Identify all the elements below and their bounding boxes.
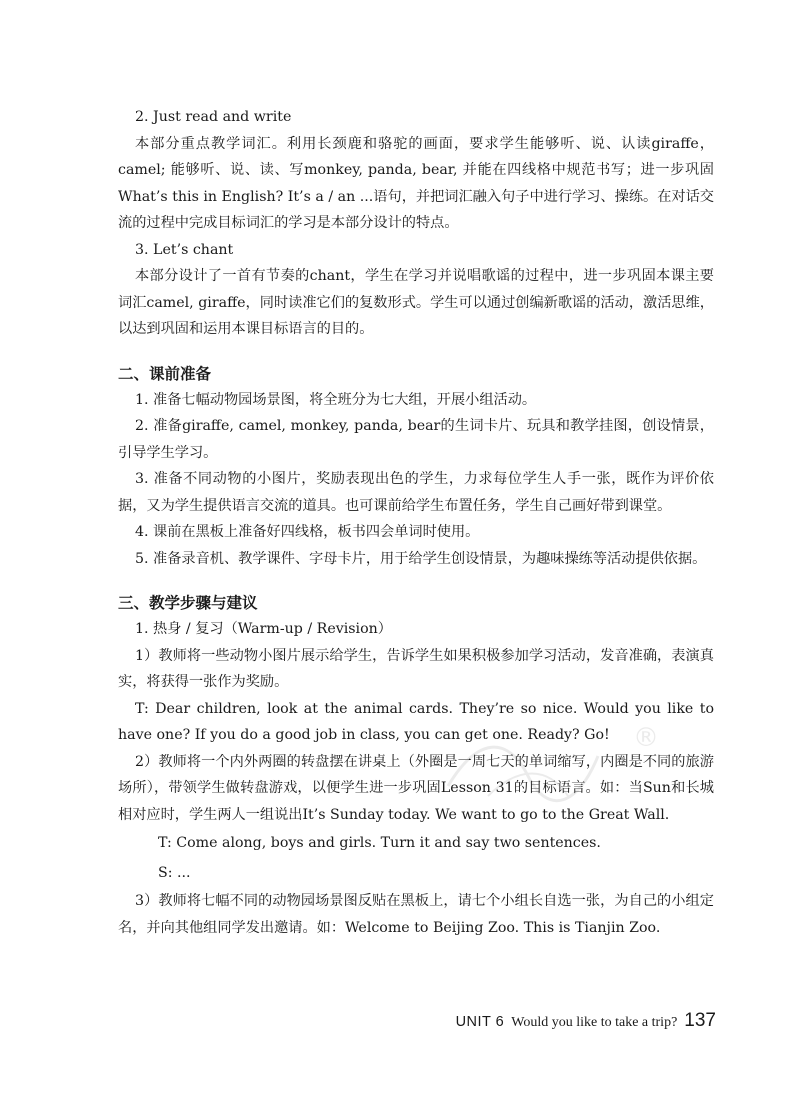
prep-item-5: 5. 准备录音机、教学课件、字母卡片，用于给学生创设情景，为趣味操练等活动提供依据。 (135, 550, 707, 567)
spacer (118, 572, 714, 590)
section-heading-prep: 二、课前准备 (118, 364, 212, 383)
student-line: S: ... (158, 865, 191, 881)
footer-unit-title: Would you like to take a trip? (511, 1015, 678, 1030)
subsection-title-warmup: 1. 热身 / 复习（Warm-up / Revision） (135, 621, 392, 637)
paragraph-lets-chant: 本部分设计了一首有节奏的chant，学生在学习并说唱歌谣的过程中，进一步巩固本课主要词汇camel, giraffe，同时读准它们的复数形式。学生可以通过创编新歌谣的活动，激活思维，以达到巩固和运用本课目标语言的目的。 (118, 268, 714, 337)
subsection-title-just-read: 2. Just read and write (135, 109, 292, 125)
paragraph-just-read: 本部分重点教学词汇。利用长颈鹿和骆驼的画面，要求学生能够听、说、认读giraffe，camel; 能够听、说、读、写monkey, panda, bear, 并能在四线格中规范书写；进一步巩固What’s this in English? It’s a / an ...语句，并把词汇融入句子中进行学习、操练。在对话交流的过程中完成目标词汇的学习是本部分设计的特点。 (118, 135, 714, 231)
teacher-line-1: T: Dear children, look at the animal cards. They’re so nice. Would you like to have one? If you do a good job in class, you can get one. Ready? Go! (118, 700, 714, 743)
registered-symbol: ® (633, 723, 659, 753)
prep-item-3: 3. 准备不同动物的小图片，奖励表现出色的学生，力求每位学生人手一张，既作为评价依据，又为学生提供语言交流的道具。也可课前给学生布置任务，学生自己画好带到课堂。 (118, 471, 714, 514)
watermark-logo (428, 706, 668, 816)
footer-unit: UNIT 6 (455, 1014, 505, 1030)
prep-item-2: 2. 准备giraffe, camel, monkey, panda, bear的生词卡片、玩具和教学挂图，创设情景，引导学生学习。 (118, 418, 714, 461)
teacher-line-2: T: Come along, boys and girls. Turn it and say two sentences. (158, 835, 601, 851)
subsection-title-lets-chant: 3. Let’s chant (135, 241, 234, 258)
section-heading-steps: 三、教学步骤与建议 (118, 594, 258, 612)
page-number: 137 (684, 1010, 716, 1031)
step-paragraph-3: 3）教师将七幅不同的动物园场景图反贴在黑板上，请七个小组长自选一张，为自己的小组定名，并向其他组同学发出邀请。如：Welcome to Beijing Zoo. This is Tianjin Zoo. (118, 893, 714, 936)
prep-item-1: 1. 准备七幅动物园场景图，将全班分为七大组，开展小组活动。 (135, 391, 537, 408)
spacer (118, 343, 714, 361)
prep-item-4: 4. 课前在黑板上准备好四线格，板书四会单词时使用。 (135, 524, 480, 540)
page-footer (455, 1006, 716, 1036)
step-paragraph-1: 1）教师将一些动物小图片展示给学生，告诉学生如果积极参加学习活动，发音准确，表演真实，将获得一张作为奖励。 (118, 647, 714, 690)
step-paragraph-2: 2）教师将一个内外两圈的转盘摆在讲桌上（外圈是一周七天的单词缩写，内圈是不同的旅游场所），带领学生做转盘游戏，以便学生进一步巩固Lesson 31的目标语言。如：当Sun和长城相对应时，学生两人一组说出It’s Sunday today. We want to go to the Great Wall. (118, 753, 714, 823)
